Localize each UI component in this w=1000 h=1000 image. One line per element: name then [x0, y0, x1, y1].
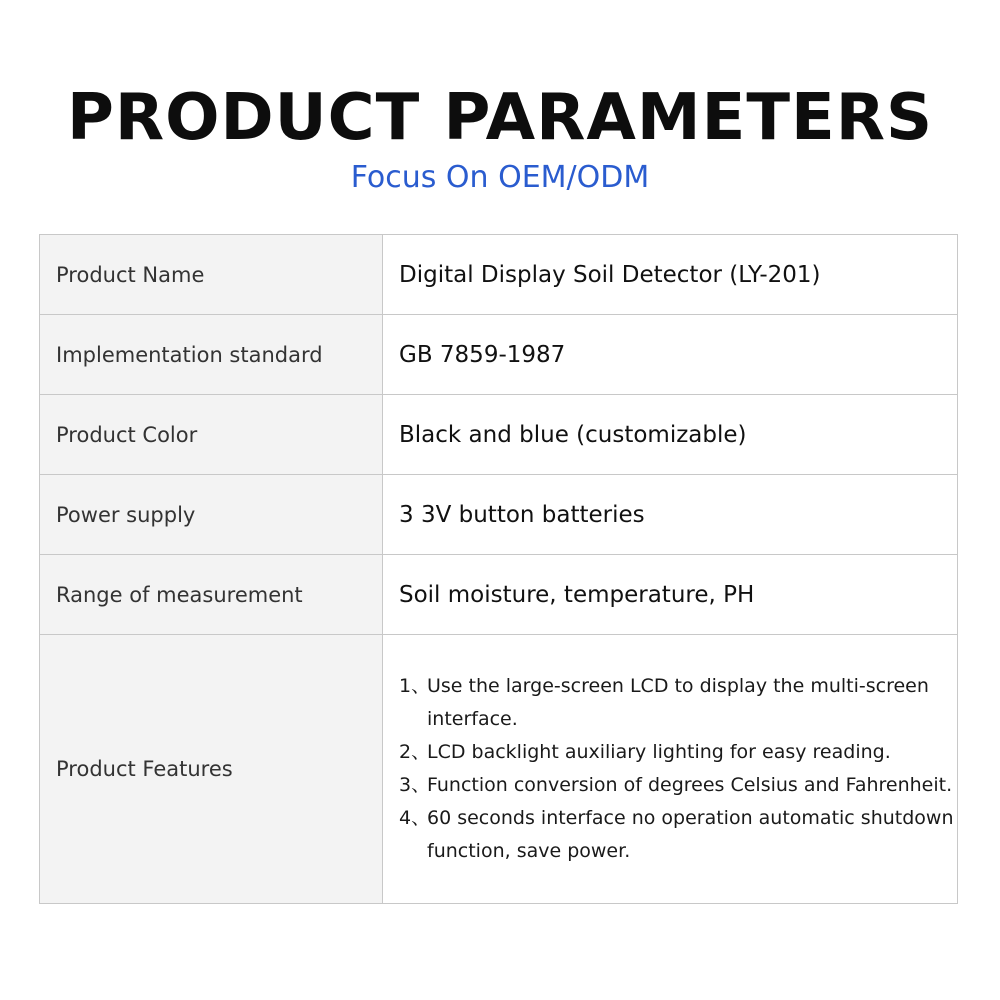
feature-text: 60 seconds interface no operation automatic shutdown function, save power. [427, 807, 954, 862]
param-label: Range of measurement [40, 555, 383, 635]
feature-text: Use the large-screen LCD to display the multi-screen interface. [427, 675, 929, 730]
feature-number: 1、 [399, 675, 431, 697]
table-row [40, 395, 958, 475]
features-cell [383, 635, 958, 904]
param-label: Product Name [40, 235, 383, 315]
param-label: Product Features [40, 635, 383, 904]
feature-item [399, 769, 957, 802]
param-value: GB 7859-1987 [383, 315, 958, 395]
param-label: Implementation standard [40, 315, 383, 395]
feature-text: LCD backlight auxiliary lighting for easy reading. [427, 741, 891, 763]
param-label: Product Color [40, 395, 383, 475]
param-value: Digital Display Soil Detector (LY-201) [383, 235, 958, 315]
feature-number: 4、 [399, 807, 431, 829]
feature-text: Function conversion of degrees Celsius and Fahrenheit. [427, 774, 953, 796]
feature-item [399, 670, 957, 736]
table-row [40, 315, 958, 395]
table-row [40, 235, 958, 315]
page-subtitle: Focus On OEM/ODM [350, 160, 650, 195]
table-row [40, 475, 958, 555]
table-row-features [40, 635, 958, 904]
param-value: Soil moisture, temperature, PH [383, 555, 958, 635]
param-label: Power supply [40, 475, 383, 555]
feature-number: 2、 [399, 741, 431, 763]
table-row [40, 555, 958, 635]
parameters-table [39, 234, 958, 904]
param-value: Black and blue (customizable) [383, 395, 958, 475]
feature-item [399, 736, 957, 769]
param-value: 3 3V button batteries [383, 475, 958, 555]
features-list [399, 670, 957, 868]
feature-number: 3、 [399, 774, 431, 796]
feature-item [399, 802, 957, 868]
page-title: PRODUCT PARAMETERS [66, 81, 934, 155]
